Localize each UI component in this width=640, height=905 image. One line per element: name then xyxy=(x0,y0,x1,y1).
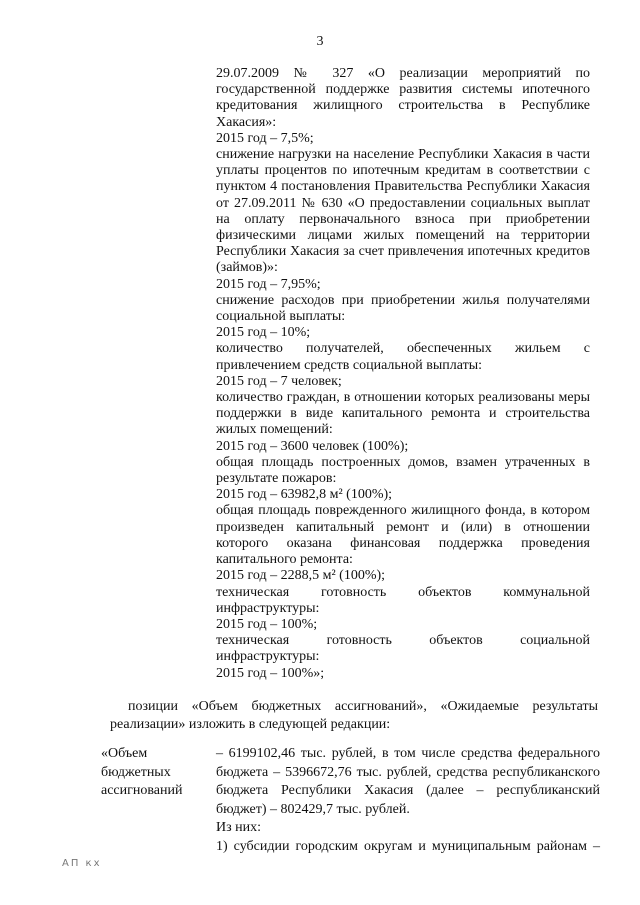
column-line: общая площадь поврежденного жилищного фонда, в котором xyxy=(216,503,590,519)
column-line: общая площадь построенных домов, взамен утраченных в xyxy=(216,454,590,470)
column-line: инфраструктуры: xyxy=(216,600,320,616)
paragraph-line: реализации» изложить в следующей редакции: xyxy=(110,716,391,732)
table-text-line: 1) субсидии городским округам и муниципальным районам – xyxy=(216,838,600,854)
table-label-line: «Объем xyxy=(101,746,148,761)
column-line: 2015 год – 7,5%; xyxy=(216,130,314,146)
column-line: физическими лицами жилых помещений на территории xyxy=(216,228,590,244)
table-label-line: ассигнований xyxy=(101,783,183,798)
column-line: пунктом 4 постановления Правительства Республики Хакасия xyxy=(216,179,590,195)
table-label xyxy=(101,745,206,801)
column-line: социальной выплаты: xyxy=(216,309,346,325)
column-line: количество граждан, в отношении которых реализованы меры xyxy=(216,390,590,406)
column-line: техническая готовность объектов коммунальной xyxy=(216,584,590,600)
paragraph-line: позиции «Объем бюджетных ассигнований», «Ожидаемые результаты xyxy=(128,699,598,714)
column-line: от 27.09.2011 № 630 «О предоставлении социальных выплат xyxy=(216,195,590,211)
column-line: Республики Хакасия за счет привлечения ипотечных кредитов xyxy=(216,244,590,260)
table-text xyxy=(216,745,600,856)
column-line: капитального ремонта: xyxy=(216,552,353,568)
conditions-column xyxy=(216,66,590,682)
column-line: поддержки в виде капитального ремонта и строительства xyxy=(216,406,590,422)
column-line: техническая готовность объектов социальной xyxy=(216,633,590,649)
column-line: на оплату первоначального взноса при приобретении xyxy=(216,211,590,227)
column-line: 29.07.2009 № 327 «О реализации мероприятий по xyxy=(216,66,590,81)
amendment-paragraph xyxy=(110,698,598,733)
column-line: результате пожаров: xyxy=(216,471,337,487)
column-line: которого оказана финансовая поддержка проведения xyxy=(216,535,590,551)
column-line: Хакасия»: xyxy=(216,114,277,130)
footer-mark: АП кх xyxy=(62,858,102,869)
column-line: снижение расходов при приобретении жилья получателями xyxy=(216,292,590,308)
column-line: 2015 год – 7,95%; xyxy=(216,276,321,292)
table-text-line: Из них: xyxy=(216,820,262,835)
table-label-line: бюджетных xyxy=(101,764,171,780)
column-line: инфраструктуры: xyxy=(216,649,320,665)
column-line: жилых помещений: xyxy=(216,422,333,438)
column-line: 2015 год – 100%»; xyxy=(216,665,325,681)
column-line: (займов)»: xyxy=(216,260,278,276)
table-text-line: – 6199102,46 тыс. рублей, в том числе средства федерального xyxy=(216,746,600,761)
column-line: 2015 год – 2288,5 м² (100%); xyxy=(216,568,386,584)
column-line: количество получателей, обеспеченных жильем с xyxy=(216,341,590,357)
column-line: 2015 год – 63982,8 м² (100%); xyxy=(216,487,393,503)
column-line: уплаты процентов по ипотечным кредитам в соответствии с xyxy=(216,163,590,179)
column-line: произведен капитальный ремонт и (или) в отношении xyxy=(216,519,590,535)
column-line: снижение нагрузки на население Республики Хакасия в части xyxy=(216,147,590,163)
column-line: привлечением средств социальной выплаты: xyxy=(216,357,483,373)
column-line: 2015 год – 100%; xyxy=(216,616,318,632)
column-line: 2015 год – 3600 человек (100%); xyxy=(216,438,409,454)
table-text-line: бюджета Республики Хакасия (далее – республиканский xyxy=(216,783,600,798)
page-number: 3 xyxy=(316,34,324,49)
column-line: государственной поддержке развития системы ипотечного xyxy=(216,82,590,98)
table-text-line: бюджет) – 802429,7 тыс. рублей. xyxy=(216,801,410,817)
column-line: кредитования жилищного строительства в Республике xyxy=(216,98,590,114)
column-line: 2015 год – 7 человек; xyxy=(216,373,342,389)
column-line: 2015 год – 10%; xyxy=(216,325,311,341)
table-text-line: бюджета – 5396672,76 тыс. рублей, средства республиканского xyxy=(216,764,600,780)
